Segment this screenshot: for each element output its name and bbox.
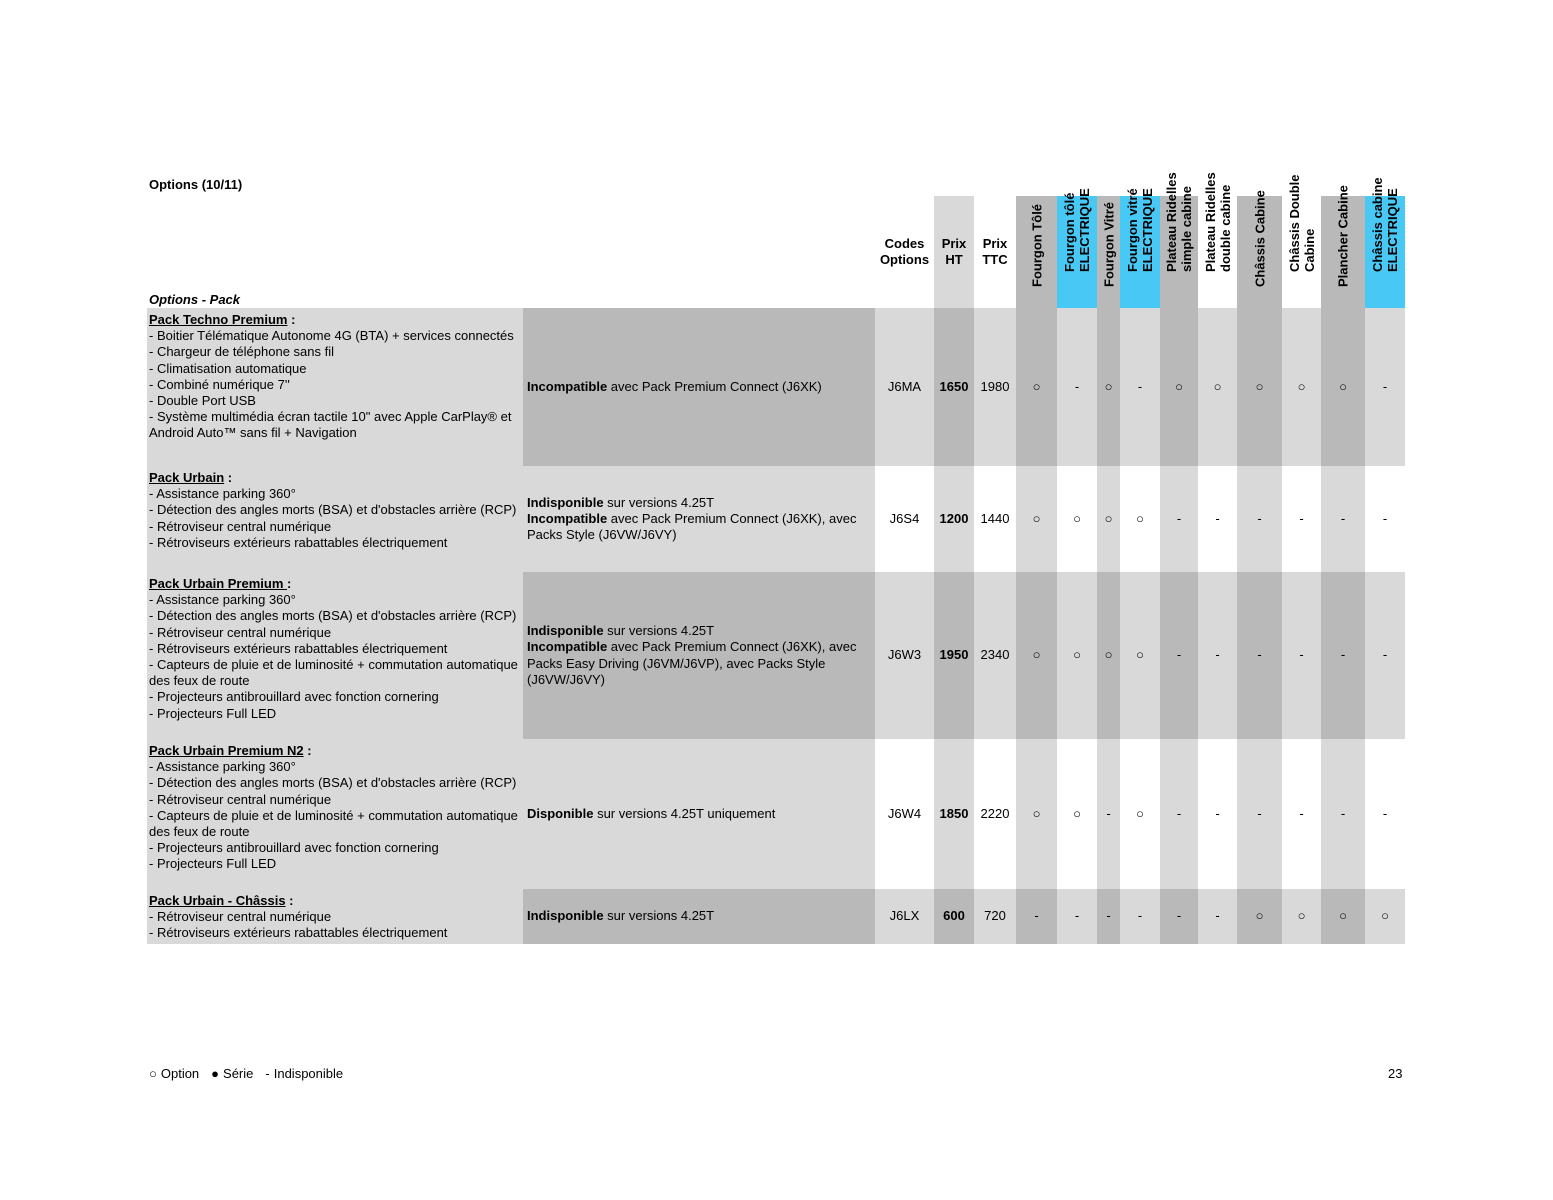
availability-mark: ○ [1237, 889, 1282, 944]
availability-mark: - [1057, 308, 1097, 466]
header-vehicle-4 [1160, 172, 1198, 308]
header-vehicle-label: Châssis Double Cabine [1286, 174, 1317, 272]
availability-mark: ○ [1321, 889, 1365, 944]
header-vehicle-label: Fourgon Tôlé [1029, 203, 1044, 287]
availability-mark: - [1198, 572, 1237, 739]
pack-remarks [523, 308, 875, 466]
availability-mark: ○ [1016, 308, 1057, 466]
option-code: J6S4 [889, 510, 920, 526]
availability-mark: ○ [1160, 308, 1198, 466]
pack-remarks [523, 466, 875, 572]
availability-mark: - [1299, 805, 1304, 821]
remark-line: Indisponible sur versions 4.25T [527, 623, 715, 639]
option-code: J6MA [875, 308, 934, 466]
header-vehicle-6 [1237, 190, 1282, 308]
header-vehicle-label: Fourgon Vitré [1101, 202, 1116, 287]
availability-mark: - [1016, 889, 1057, 944]
pack-item: - Projecteurs Full LED [149, 856, 277, 872]
availability-mark: - [1365, 308, 1405, 466]
availability-mark: ○ [1016, 739, 1057, 889]
pack-item: - Rétroviseurs extérieurs rabattables électriquement [149, 925, 448, 941]
pack-title-colon: : [287, 576, 292, 591]
pack-item: - Projecteurs antibrouillard avec fonction cornering [149, 689, 439, 705]
pack-item: - Capteurs de pluie et de luminosité + commutation automatique des feux de route [149, 657, 518, 689]
table-header-row [147, 196, 1405, 308]
table-row [147, 572, 1405, 739]
header-vehicle-7 [1282, 174, 1321, 308]
pack-item: - Chargeur de téléphone sans fil [149, 344, 335, 360]
header-vehicle-label: Fourgon tôlé ELECTRIQUE [1062, 188, 1092, 272]
pack-item: - Système multimédia écran tactile 10" avec Apple CarPlay® et Android Auto™ sans fil + Navigation [149, 409, 512, 441]
header-vehicle-8 [1321, 185, 1365, 308]
availability-mark: ○ [1016, 466, 1057, 572]
legend-symbol: - [265, 1066, 270, 1081]
remark-line: Disponible sur versions 4.25T uniquement [527, 805, 776, 821]
prix-ht: 1650 [934, 308, 974, 466]
pack-title: Pack Urbain Premium N2 [149, 743, 304, 758]
availability-mark: - [1057, 889, 1097, 944]
pack-item: - Rétroviseur central numérique [149, 909, 332, 925]
header-codes-options: Codes Options [879, 235, 930, 267]
prix-ttc: 1440 [980, 510, 1010, 526]
header-remarks [523, 196, 875, 308]
availability-mark: ○ [1097, 308, 1120, 466]
availability-mark: ○ [1057, 572, 1097, 739]
legend [149, 1066, 355, 1081]
pack-description [147, 308, 523, 466]
availability-mark: - [1237, 739, 1282, 889]
pack-item: - Rétroviseurs extérieurs rabattables électriquement [149, 640, 448, 656]
header-vehicle-label: Fourgon vitré ELECTRIQUE [1125, 188, 1155, 272]
pack-item: - Projecteurs antibrouillard avec fonction cornering [149, 840, 439, 856]
header-vehicle-label: Plancher Cabine [1335, 185, 1351, 287]
table-row [147, 308, 1405, 466]
availability-mark: - [1215, 510, 1220, 526]
pack-item: - Détection des angles morts (BSA) et d'obstacles arrière (RCP) [149, 775, 517, 791]
header-prix-ht: Prix HT [934, 196, 974, 308]
availability-mark: - [1321, 739, 1365, 889]
prix-ht: 1950 [934, 572, 974, 739]
pack-item: - Boitier Télématique Autonome 4G (BTA) + services connectés [149, 328, 514, 344]
availability-mark: ○ [1073, 805, 1081, 821]
pack-description [147, 466, 523, 572]
availability-mark: ○ [1365, 889, 1405, 944]
availability-mark: - [1120, 889, 1160, 944]
header-prix-ttc: Prix TTC [982, 235, 1008, 267]
pack-title-colon: : [287, 312, 296, 327]
legend-item [149, 1066, 199, 1081]
pack-title-colon: : [285, 893, 294, 908]
legend-symbol: ○ [149, 1066, 157, 1081]
pack-title: Pack Techno Premium [149, 312, 288, 327]
header-options-pack: Options - Pack [149, 291, 241, 307]
header-vehicle-1 [1057, 188, 1097, 308]
legend-label: Série [223, 1066, 254, 1081]
legend-label: Option [160, 1066, 200, 1081]
pack-description [147, 889, 523, 944]
legend-item [265, 1066, 343, 1081]
pack-title-colon: : [224, 470, 233, 485]
availability-mark: - [1160, 572, 1198, 739]
prix-ht: 1850 [934, 739, 974, 889]
remark-line: Indisponible sur versions 4.25T [527, 908, 715, 924]
header-vehicle-3 [1120, 188, 1160, 308]
pack-item: - Assistance parking 360° [149, 486, 296, 502]
availability-mark: - [1097, 739, 1120, 889]
pack-title: Pack Urbain - Châssis [149, 893, 286, 908]
pack-item: - Rétroviseurs extérieurs rabattables électriquement [149, 534, 448, 550]
availability-mark: ○ [1016, 572, 1057, 739]
table-row [147, 739, 1405, 889]
availability-mark: - [1160, 739, 1198, 889]
pack-title: Pack Urbain [149, 470, 225, 485]
pack-item: - Assistance parking 360° [149, 592, 296, 608]
availability-mark: - [1321, 466, 1365, 572]
page-number: 23 [1388, 1066, 1403, 1081]
page-title: Options (10/11) [149, 177, 243, 192]
prix-ht: 1200 [934, 466, 974, 572]
table-row [147, 889, 1405, 944]
pack-item: - Détection des angles morts (BSA) et d'obstacles arrière (RCP) [149, 608, 517, 624]
availability-mark: - [1097, 889, 1120, 944]
option-code: J6W3 [875, 572, 934, 739]
prix-ttc: 2340 [974, 572, 1016, 739]
pack-remarks [523, 889, 875, 944]
pack-remarks [523, 739, 875, 889]
availability-mark: - [1237, 572, 1282, 739]
option-code: J6LX [875, 889, 934, 944]
availability-mark: ○ [1282, 889, 1321, 944]
pack-item: - Assistance parking 360° [149, 759, 296, 775]
pack-item: - Projecteurs Full LED [149, 705, 277, 721]
availability-mark: ○ [1097, 466, 1120, 572]
availability-mark: ○ [1237, 308, 1282, 466]
remark-line: Indisponible sur versions 4.25T [527, 494, 715, 510]
option-code: J6W4 [887, 805, 922, 821]
availability-mark: - [1299, 510, 1304, 526]
pack-item: - Double Port USB [149, 393, 256, 409]
prix-ttc: 2220 [980, 805, 1010, 821]
availability-mark: - [1237, 466, 1282, 572]
pack-title-colon: : [303, 743, 312, 758]
remark-line: Incompatible avec Pack Premium Connect (J6XK), avec Packs Easy Driving (J6VM/J6VP), avec Packs Style (J6VW/J6VY) [527, 639, 857, 687]
availability-mark: - [1160, 466, 1198, 572]
pack-description [147, 572, 523, 739]
table-row [147, 466, 1405, 572]
pack-item: - Capteurs de pluie et de luminosité + commutation automatique des feux de route [149, 807, 518, 840]
availability-mark: ○ [1136, 805, 1144, 821]
availability-mark: ○ [1282, 308, 1321, 466]
header-vehicle-label: Châssis Cabine [1252, 190, 1267, 287]
header-vehicle-label: Plateau Ridelles simple cabine [1164, 172, 1194, 272]
pack-item: - Rétroviseur central numérique [149, 791, 332, 807]
availability-mark: ○ [1136, 510, 1144, 526]
pack-item: - Rétroviseur central numérique [149, 624, 332, 640]
availability-mark: ○ [1120, 572, 1160, 739]
availability-mark: ○ [1097, 572, 1120, 739]
availability-mark: - [1365, 572, 1405, 739]
legend-symbol: ● [211, 1066, 220, 1081]
prix-ttc: 720 [974, 889, 1016, 944]
prix-ttc: 1980 [974, 308, 1016, 466]
legend-item [211, 1066, 253, 1081]
availability-mark: - [1282, 572, 1321, 739]
header-vehicle-9 [1365, 177, 1405, 308]
header-vehicle-0 [1016, 196, 1057, 308]
availability-mark: - [1160, 889, 1198, 944]
remark-line: Incompatible avec Pack Premium Connect (J6XK), avec Packs Style (J6VW/J6VY) [527, 510, 857, 543]
header-vehicle-5 [1198, 172, 1237, 308]
availability-mark: - [1198, 889, 1237, 944]
pack-remarks [523, 572, 875, 739]
header-vehicle-label: Châssis cabine ELECTRIQUE [1370, 177, 1400, 272]
availability-mark: ○ [1321, 308, 1365, 466]
pack-item: - Climatisation automatique [149, 360, 307, 376]
pack-title: Pack Urbain Premium [149, 576, 287, 591]
availability-mark: - [1215, 805, 1220, 821]
pack-description [147, 739, 523, 889]
availability-mark: - [1321, 572, 1365, 739]
header-vehicle-2 [1097, 196, 1120, 308]
remark-line: Incompatible avec Pack Premium Connect (J6XK) [527, 378, 822, 394]
pack-item: - Détection des angles morts (BSA) et d'obstacles arrière (RCP) [149, 502, 517, 518]
prix-ht: 600 [934, 889, 974, 944]
availability-mark: ○ [1073, 510, 1081, 526]
availability-mark: - [1382, 805, 1388, 821]
legend-label: Indisponible [273, 1066, 344, 1081]
pack-item: - Rétroviseur central numérique [149, 518, 332, 534]
availability-mark: - [1382, 510, 1388, 526]
availability-mark: - [1120, 308, 1160, 466]
header-vehicle-label: Plateau Ridelles double cabine [1202, 172, 1233, 272]
pack-item: - Combiné numérique 7'' [149, 376, 290, 392]
availability-mark: ○ [1198, 308, 1237, 466]
